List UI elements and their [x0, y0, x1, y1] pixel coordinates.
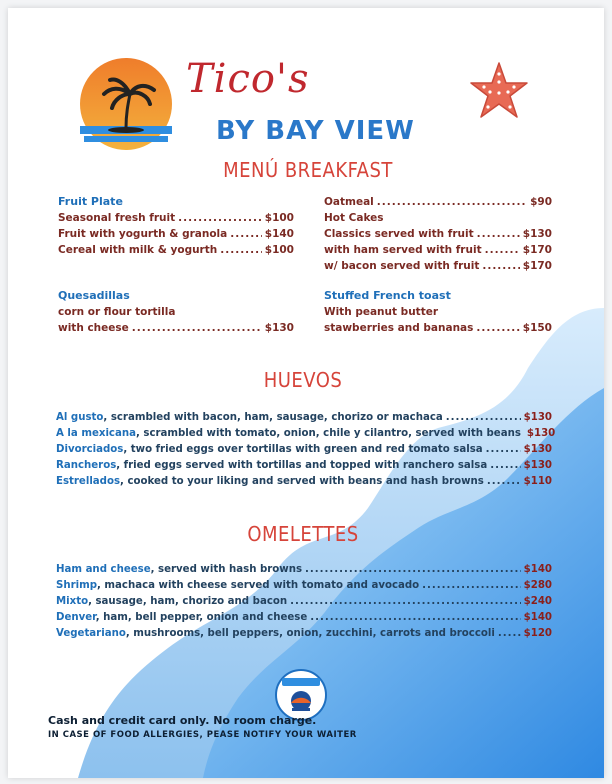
hot-cakes-heading: Hot Cakes [324, 212, 384, 224]
french-toast-heading: Stuffed French toast [324, 289, 451, 302]
quesadillas-section [58, 288, 294, 336]
list-item: Rancheros, fried eggs served with tortillas and topped with ranchero salsa ..... $130 [56, 458, 552, 474]
omelettes-title: OMELETTES [247, 522, 359, 546]
payment-note: Cash and credit card only. No room charge. [48, 714, 317, 727]
quesadillas-heading: Quesadillas [58, 289, 130, 302]
list-item: Mixto, sausage, ham, chorizo and bacon ..... $240 [56, 594, 552, 610]
fruit-plate-section [58, 194, 294, 258]
list-item: Denver, ham, bell pepper, onion and cheese ..... $140 [56, 610, 552, 626]
starfish-icon [468, 60, 530, 122]
sunset-palm-logo-icon [74, 54, 178, 158]
french-toast-section [324, 288, 552, 336]
breakfast-title: MENÚ BREAKFAST [223, 158, 393, 182]
list-item: Ham and cheese, served with hash browns ..... $140 [56, 562, 552, 578]
brand-script-name: Tico's [186, 56, 310, 102]
list-item: Estrellados, cooked to your liking and served with beans and hash browns ..... $110 [56, 474, 552, 490]
omelettes-list [56, 562, 552, 642]
list-item: Shrimp, machaca with cheese served with tomato and avocado ..... $280 [56, 578, 552, 594]
menu-item: w/ bacon served with fruit ..... $170 [324, 258, 552, 274]
allergy-note: IN CASE OF FOOD ALLERGIES, PEASE NOTIFY YOUR WAITER [48, 730, 357, 740]
menu-item: with ham served with fruit ..... $170 [324, 242, 552, 258]
brand-main-name: BY BAY VIEW [216, 116, 415, 146]
menu-item: Seasonal fresh fruit ..... $100 [58, 210, 294, 226]
list-item: Al gusto, scrambled with bacon, ham, sausage, chorizo or machaca ..... $130 [56, 410, 552, 426]
menu-item: Classics served with fruit ..... $130 [324, 226, 552, 242]
oatmeal-hotcakes-section [324, 194, 552, 274]
menu-item: Fruit with yogurth & granola ..... $140 [58, 226, 294, 242]
quesadillas-desc: corn or flour tortilla [58, 306, 176, 318]
menu-item: with cheese ..... $130 [58, 320, 294, 336]
huevos-title: HUEVOS [263, 368, 343, 392]
list-item: Vegetariano, mushrooms, bell peppers, onion, zucchini, carrots and broccoli ..... $120 [56, 626, 552, 642]
huevos-list [56, 410, 556, 490]
french-toast-desc: With peanut butter [324, 306, 439, 318]
list-item: Divorciados, two fried eggs over tortillas with green and red tomato salsa ..... $130 [56, 442, 552, 458]
menu-page [8, 8, 604, 778]
menu-item: Cereal with milk & yogurth ..... $100 [58, 242, 294, 258]
list-item: A la mexicana, scrambled with tomato, onion, chile y cilantro, served with beans $130 [56, 428, 556, 439]
menu-item: Oatmeal ..... $90 [324, 194, 552, 210]
menu-item: stawberries and bananas ..... $150 [324, 320, 552, 336]
fruit-plate-heading: Fruit Plate [58, 195, 123, 208]
